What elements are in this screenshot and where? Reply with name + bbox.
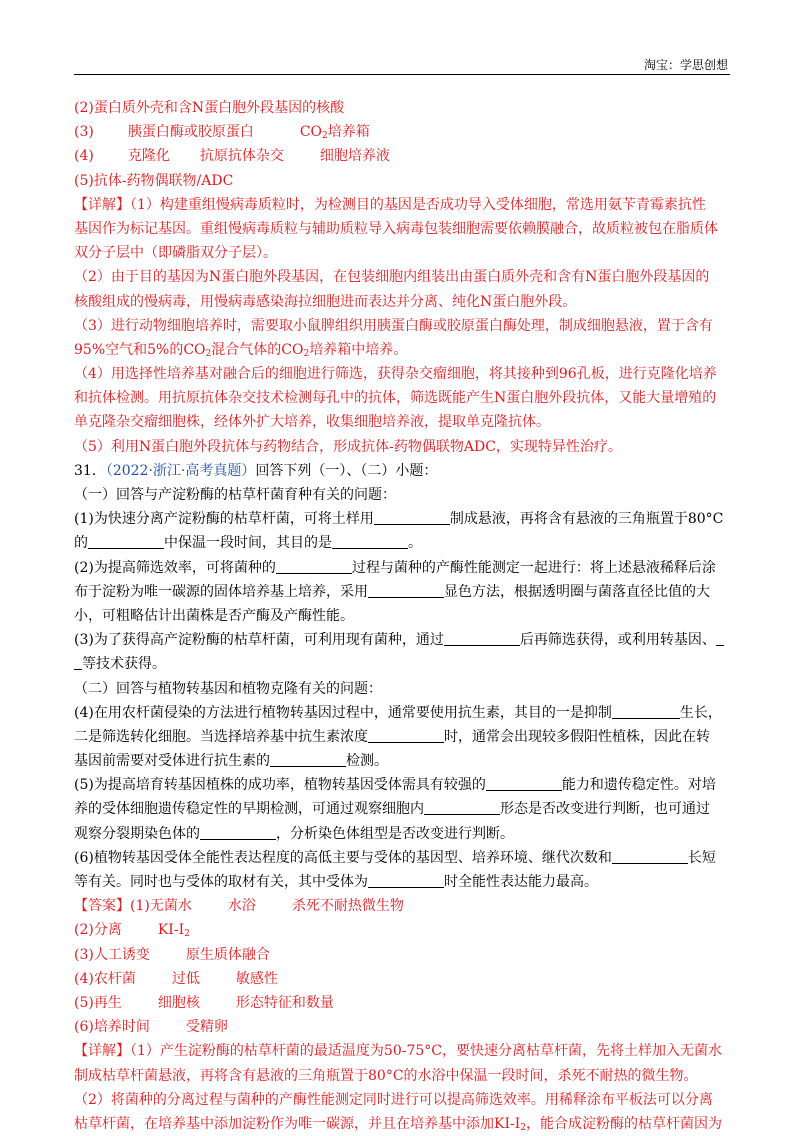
answer-line: (4)农杆菌 过低 敏感性 [74,970,278,987]
detail-line: 核酸组成的慢病毒，用慢病毒感染海拉细胞进而表达并分离、纯化N蛋白胞外段。 [74,293,577,310]
detail-label: 【详解】 [74,1043,130,1060]
answer-blank [332,534,408,549]
answer-blank [374,510,450,525]
answer-blank [200,825,276,840]
question-line: (3)为了获得高产淀粉酶的枯草杆菌，可利用现有菌种，通过 后再筛选获得，或利用转基因、 [74,628,734,652]
question-line: 等有关。同时也与受体的取材有关，其中受体为 时全能性表达能力最高。 [74,874,598,890]
question-line: 等技术获得。 [74,652,734,676]
answer-line: (2)分离 $KI-I_2$ [74,922,190,940]
question-line: 的 中保温一段时间，其目的是 。 [74,535,422,552]
detail-line: 单克隆杂交瘤细胞株，经体外扩大培养，收集细胞培养液，提取单克隆抗体。 [74,414,550,431]
answer-blank [88,534,164,549]
detail-line: （5）利用N蛋白胞外段抗体与药物结合，形成抗体-药物偶联物ADC，实现特异性治疗。 [74,438,622,455]
answer-line: (5)抗体-药物偶联物/ADC [74,172,234,189]
detail-line: 枯草杆菌，在培养基中添加淀粉作为唯一碳源，并且在培养基中添加$KI-I_2$，能合成淀粉酶的枯草杆菌因为 [74,1115,722,1133]
question-source: （2022·浙江·高考真题） [105,462,256,479]
question-line: 观察分裂期染色体的 ，分析染色体组型是否改变进行判断。 [74,825,514,842]
answer-blank [368,583,444,598]
answer-blank [368,728,444,743]
answer-blank [270,752,346,767]
answer-blank [444,631,520,646]
question-heading: 31．（2022·浙江·高考真题）回答下列（一）、（二）小题： [74,462,438,479]
question-number: 31． [74,462,106,479]
question-line: 布于淀粉为唯一碳源的固体培养基上培养，采用 显色方法，根据透明圈与菌落直径比值的大 [74,583,710,600]
answer-label: 【答案】 [74,898,130,915]
answer-blank [612,704,680,719]
answer-blank [424,800,500,815]
detail-line: 95%空气和5%的$CO_2$混合气体的$CO_2$培养箱中培养。 [74,341,408,359]
question-line: (4)在用农杆菌侵染的方法进行植物转基因过程中，通常要使用抗生素，其目的一是抑制 生长， [74,704,722,721]
answer-blank [276,559,352,574]
detail-line: （4）用选择性培养基对融合后的细胞进行筛选，获得杂交瘤细胞，将其接种到96孔板，进行克隆化培养 [74,366,717,383]
question-line: 养的受体细胞遗传稳定性的早期检测，可通过观察细胞内 形态是否改变进行判断，也可通过 [74,801,710,818]
question-line: (6)植物转基因受体全能性表达程度的高低主要与受体的基因型、培养环境、继代次数和 长短 [74,849,716,866]
answer-blank [612,849,688,864]
detail-line: （3）进行动物细胞培养时，需要取小鼠脾组织用胰蛋白酶或胶原蛋白酶处理，制成细胞悬液，置于含有 [74,317,713,334]
detail-line: （2）由于目的基因为N蛋白胞外段基因，在包装细胞内组装出由蛋白质外壳和含有N蛋白胞外段基因的 [74,269,710,286]
header-text: 淘宝：学思创想 [643,58,728,72]
answer-line: (2)蛋白质外壳和含N蛋白胞外段基因的核酸 [74,100,345,116]
document-body [74,96,734,1136]
answer-line: 【答案】(1)无菌水 水浴 杀死不耐热微生物 [74,898,404,915]
detail-label: 【详解】 [74,196,130,213]
answer-blank [716,631,724,646]
answer-blank [486,776,562,791]
answer-line: (3) 胰蛋白酶或胶原蛋白 $CO_2$培养箱 [74,124,370,142]
question-line: (5)为提高培育转基因植株的成功率，植物转基因受体需具有较强的 能力和遗传稳定性。对培 [74,777,716,794]
detail-line: 【详解】（1）产生淀粉酶的枯草杆菌的最适温度为50-75°C，要快速分离枯草杆菌，先将土样加入无菌水 [74,1043,722,1060]
question-line: 基因前需要对受体进行抗生素的 检测。 [74,753,388,770]
answer-line: (3)人工诱变 原生质体融合 [74,946,270,963]
question-line: （一）回答与产淀粉酶的枯草杆菌育种有关的问题： [74,487,396,503]
answer-blank [368,873,444,888]
answer-line: (5)再生 细胞核 形态特征和数量 [74,994,334,1011]
page-header [74,56,730,75]
detail-line: 制成枯草杆菌悬液，再将含有悬液的三角瓶置于80°C的水浴中保温一段时间，杀死不耐热的微生物。 [74,1067,698,1084]
question-line: 二是筛选转化细胞。当选择培养基中抗生素浓度 时，通常会出现较多假阳性植株，因此在转 [74,728,710,745]
question-line: (1)为快速分离产淀粉酶的枯草杆菌，可将土样用 制成悬液，再将含有悬液的三角瓶置于80°C [74,511,724,528]
detail-line: （2）将菌种的分离过程与菌种的产酶性能测定同时进行可以提高筛选效率。用稀释涂布平板法可以分离 [74,1091,713,1108]
answer-line: (6)培养时间 受精卵 [74,1019,228,1036]
answer-blank [74,655,82,670]
detail-line: 基因作为标记基因。重组慢病毒质粒与辅助质粒导入病毒包装细胞需要依赖膜融合，故质粒被包在脂质体 [74,220,718,237]
answer-line: (4) 克隆化 抗原抗体杂交 细胞培养液 [74,148,390,165]
detail-line: 和抗体检测。用抗原抗体杂交技术检测每孔中的抗体，筛选既能产生N蛋白胞外段抗体，又能大量增殖的 [74,390,717,407]
detail-line: 双分子层中（即磷脂双分子层）。 [74,245,277,262]
question-line: （二）回答与植物转基因和植物克隆有关的问题： [74,680,382,697]
detail-line: 【详解】（1）构建重组慢病毒质粒时，为检测目的基因是否成功导入受体细胞，常选用氨苄青霉素抗性 [74,196,706,213]
question-line: (2)为提高筛选效率，可将菌种的 过程与菌种的产酶性能测定一起进行：将上述悬液稀释后涂 [74,559,716,576]
question-line: 小，可粗略估计出菌株是否产酶及产酶性能。 [74,607,354,624]
